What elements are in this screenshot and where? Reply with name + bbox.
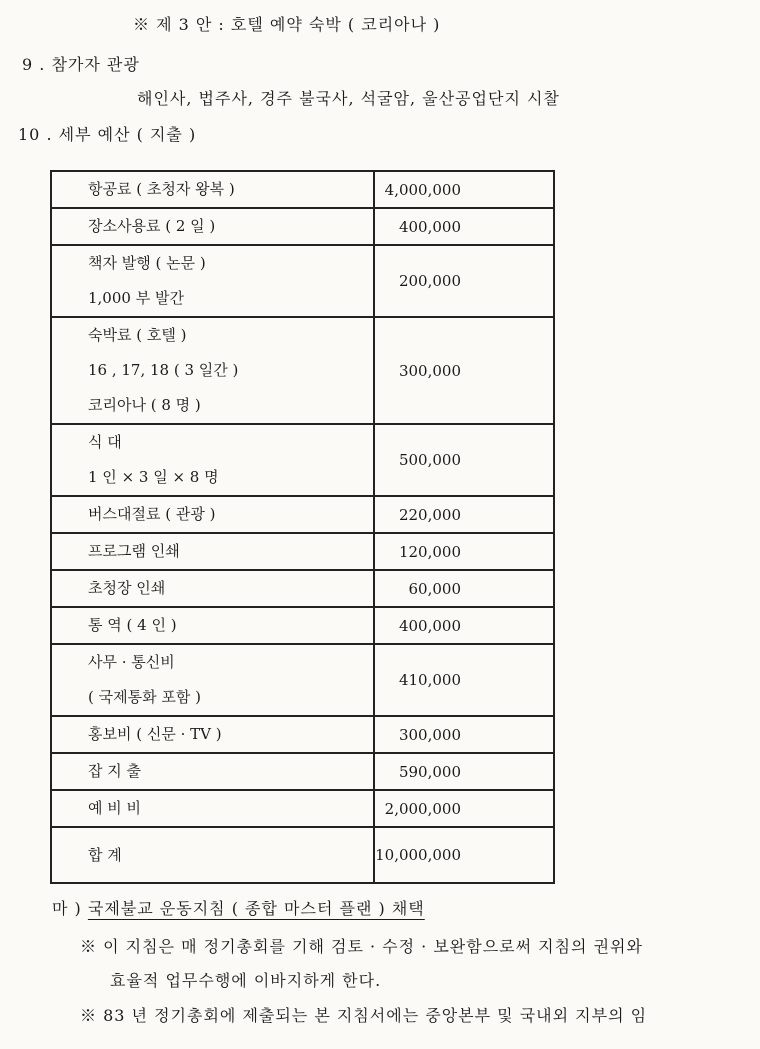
budget-item-line: 식 대 bbox=[88, 433, 122, 451]
budget-item-line: 홍보비 ( 신문 · TV ) bbox=[88, 725, 222, 743]
budget-amount: 590,000 bbox=[374, 753, 554, 790]
budget-item bbox=[51, 644, 374, 716]
budget-item bbox=[51, 424, 374, 496]
budget-row bbox=[51, 424, 554, 496]
budget-row bbox=[51, 245, 554, 317]
budget-item-line: 숙박료 ( 호텔 ) bbox=[88, 326, 187, 344]
budget-item-line: 장소사용료 ( 2 일 ) bbox=[88, 217, 216, 235]
budget-row bbox=[51, 533, 554, 570]
budget-item bbox=[51, 827, 374, 883]
budget-row bbox=[51, 496, 554, 533]
budget-item-line: 1,000 부 발간 bbox=[88, 289, 184, 307]
subsection-heading: 국제불교 운동지침 ( 종합 마스터 플랜 ) 채택 bbox=[87, 899, 425, 918]
budget-amount: 2,000,000 bbox=[374, 790, 554, 827]
budget-item-line: 잡 지 출 bbox=[88, 762, 142, 780]
note-1-line-2: 효율적 업무수행에 이바지하게 한다. bbox=[110, 971, 382, 990]
budget-amount: 220,000 bbox=[374, 496, 554, 533]
budget-amount: 60,000 bbox=[374, 570, 554, 607]
section-9-text: 해인사, 법주사, 경주 불국사, 석굴암, 울산공업단지 시찰 bbox=[137, 89, 560, 108]
budget-item bbox=[51, 753, 374, 790]
page-title: ※ 제 3 안 : 호텔 예약 숙박 ( 코리아나 ) bbox=[133, 15, 441, 34]
budget-row bbox=[51, 208, 554, 245]
budget-item bbox=[51, 716, 374, 753]
budget-item-line: 책자 발행 ( 논문 ) bbox=[88, 254, 206, 272]
budget-item bbox=[51, 533, 374, 570]
budget-row bbox=[51, 716, 554, 753]
budget-row bbox=[51, 171, 554, 208]
budget-amount: 500,000 bbox=[374, 424, 554, 496]
budget-item bbox=[51, 570, 374, 607]
budget-item-line: 예 비 비 bbox=[88, 799, 142, 817]
budget-item bbox=[51, 317, 374, 424]
budget-item-line: 버스대절료 ( 관광 ) bbox=[88, 505, 216, 523]
subsection-marker: 마 ) bbox=[52, 899, 82, 918]
budget-amount: 400,000 bbox=[374, 208, 554, 245]
budget-row bbox=[51, 827, 554, 883]
budget-item-line: 항공료 ( 초청자 왕복 ) bbox=[88, 180, 235, 198]
budget-item bbox=[51, 208, 374, 245]
budget-item-line: 코리아나 ( 8 명 ) bbox=[88, 396, 201, 414]
budget-item bbox=[51, 245, 374, 317]
budget-row bbox=[51, 753, 554, 790]
budget-item-line: 통 역 ( 4 인 ) bbox=[88, 616, 177, 634]
budget-amount: 200,000 bbox=[374, 245, 554, 317]
budget-item-line: 합 계 bbox=[88, 846, 122, 864]
budget-row bbox=[51, 790, 554, 827]
note-1-line-1: ※ 이 지침은 매 정기총회를 기해 검토 · 수정 · 보완함으로써 지침의 권위와 bbox=[80, 937, 643, 956]
budget-row bbox=[51, 570, 554, 607]
budget-item-line: 1 인 × 3 일 × 8 명 bbox=[88, 468, 219, 486]
budget-item-line: 초청장 인쇄 bbox=[88, 579, 166, 597]
subsection-ma bbox=[52, 896, 425, 919]
budget-table bbox=[50, 170, 555, 884]
budget-item-line: 프로그램 인쇄 bbox=[88, 542, 180, 560]
budget-amount: 300,000 bbox=[374, 716, 554, 753]
budget-item-line: 사무 · 통신비 bbox=[88, 653, 175, 671]
budget-row bbox=[51, 607, 554, 644]
budget-item bbox=[51, 790, 374, 827]
budget-row bbox=[51, 644, 554, 716]
budget-amount: 410,000 bbox=[374, 644, 554, 716]
budget-amount: 10,000,000 bbox=[374, 827, 554, 883]
budget-row bbox=[51, 317, 554, 424]
budget-item bbox=[51, 496, 374, 533]
section-9-heading: 9 . 참가자 관광 bbox=[22, 55, 140, 74]
budget-amount: 4,000,000 bbox=[374, 171, 554, 208]
budget-item bbox=[51, 607, 374, 644]
budget-item-line: 16 , 17, 18 ( 3 일간 ) bbox=[88, 361, 239, 379]
note-2: ※ 83 년 정기총회에 제출되는 본 지침서에는 중앙본부 및 국내외 지부의 임 bbox=[80, 1006, 648, 1025]
budget-amount: 400,000 bbox=[374, 607, 554, 644]
budget-amount: 300,000 bbox=[374, 317, 554, 424]
section-10-heading: 10 . 세부 예산 ( 지출 ) bbox=[18, 125, 197, 144]
budget-item bbox=[51, 171, 374, 208]
budget-amount: 120,000 bbox=[374, 533, 554, 570]
budget-item-line: ( 국제통화 포함 ) bbox=[88, 688, 201, 706]
